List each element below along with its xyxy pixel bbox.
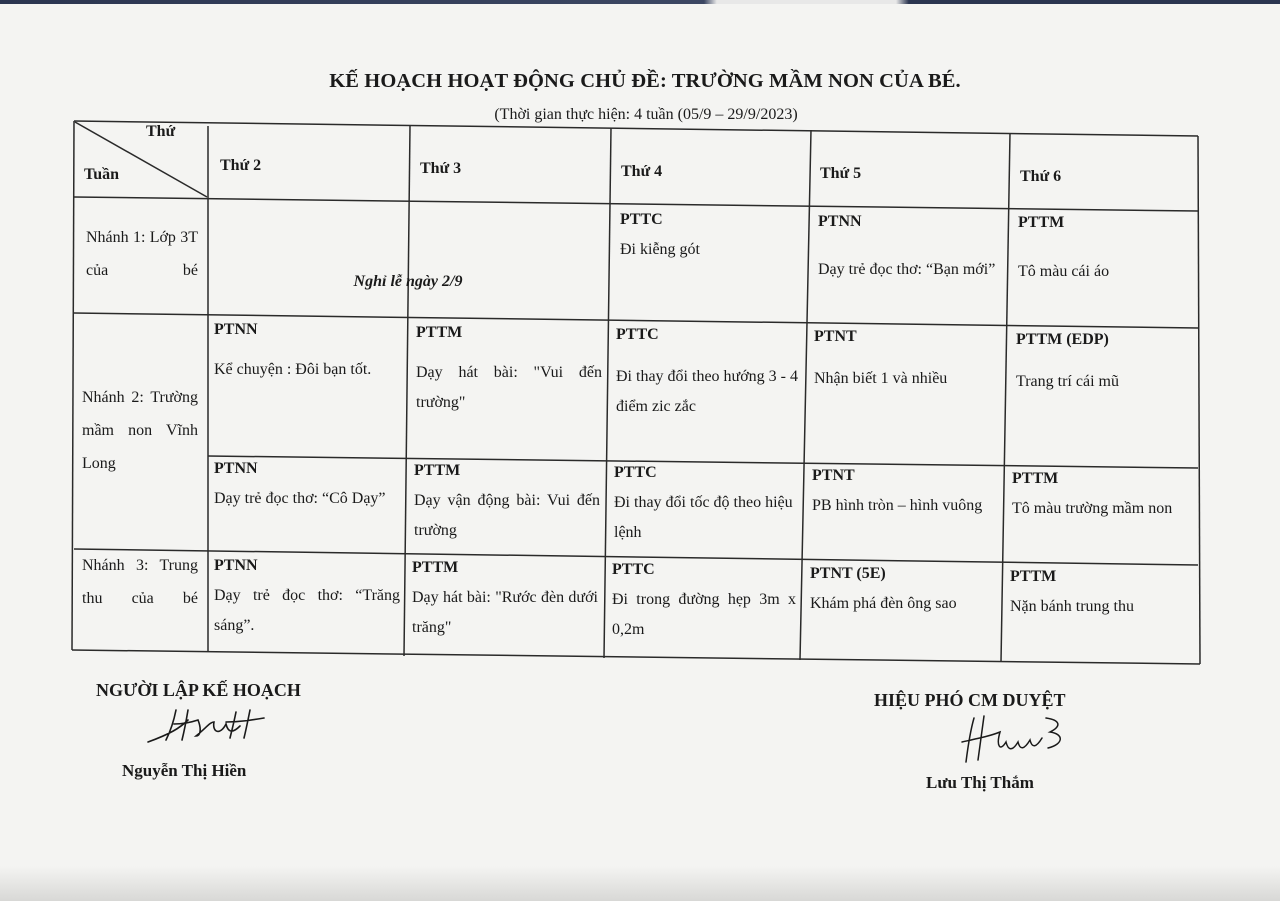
activity-text: Dạy trẻ đọc thơ: “Bạn mới”: [818, 261, 996, 278]
activity-code: PTTM: [416, 324, 463, 341]
activity-code: PTTM: [412, 559, 459, 576]
activity-code: PTNN: [818, 213, 862, 230]
document-subtitle: (Thời gian thực hiện: 4 tuần (05/9 – 29/9/2023): [494, 106, 798, 123]
activity-text: Đi trong đường hẹp 3m x 0,2m: [612, 591, 796, 638]
activity-code: PTNT: [814, 328, 857, 345]
activity-cell: [1010, 562, 1194, 622]
day-header-thu: Thứ 5: [820, 165, 862, 182]
activity-code: PTTM: [414, 462, 461, 479]
activity-cell: [614, 458, 798, 548]
activity-code: PTTC: [620, 211, 663, 228]
activity-cell: [1018, 208, 1196, 287]
activity-text: Kể chuyện : Đôi bạn tốt.: [214, 361, 372, 378]
day-header-mon: Thứ 2: [220, 157, 262, 174]
activity-text: Khám phá đèn ông sao: [810, 595, 957, 612]
activity-code: PTTM: [1010, 568, 1057, 585]
activity-cell: [812, 461, 996, 521]
activity-cell: [1016, 325, 1196, 397]
activity-code: PTNN: [214, 321, 258, 338]
planner-name: Nguyễn Thị Hiền: [122, 761, 247, 780]
branch-label: Nhánh 2: Trường mầm non Vĩnh Long: [82, 389, 198, 472]
activity-cell: [814, 322, 1000, 394]
activity-cell: [412, 553, 598, 643]
activity-text: Tô màu cái áo: [1018, 263, 1110, 280]
activity-text: Dạy trẻ đọc thơ: “Cô Dạy”: [214, 490, 386, 507]
activity-code: PTNT (5E): [810, 565, 886, 582]
activity-text: Trang trí cái mũ: [1016, 373, 1119, 390]
activity-cell: [1012, 464, 1194, 524]
activity-code: PTNN: [214, 460, 258, 477]
planner-role: NGƯỜI LẬP KẾ HOẠCH: [96, 680, 301, 700]
activity-cell: [214, 315, 404, 385]
holiday-note: Nghỉ lễ ngày 2/9: [353, 273, 463, 290]
activity-text: PB hình tròn – hình vuông: [812, 497, 983, 514]
activity-cell: [620, 205, 802, 265]
activity-code: PTTC: [616, 326, 659, 343]
activity-cell: [414, 456, 600, 546]
approver-role: HIỆU PHÓ CM DUYỆT: [874, 690, 1066, 710]
activity-cell: [214, 551, 400, 641]
activity-text: Dạy hát bài: "Rước đèn dưới trăng": [412, 589, 598, 636]
activity-code: PTNN: [214, 557, 258, 574]
activity-cell: [616, 320, 800, 422]
activity-code: PTTM: [1018, 214, 1065, 231]
activity-text: Đi thay đổi tốc độ theo hiệu lệnh: [614, 494, 793, 541]
day-header-tue: Thứ 3: [420, 160, 462, 177]
activity-code: PTNT: [812, 467, 855, 484]
activity-cell: [416, 318, 602, 418]
planner-signature: [140, 702, 280, 748]
activity-text: Dạy vận động bài: Vui đến trường: [414, 492, 600, 539]
branch-label: Nhánh 3: Trung thu của bé: [82, 557, 198, 607]
activity-text: Nhận biết 1 và nhiều: [814, 370, 948, 387]
activity-code: PTTC: [612, 561, 655, 578]
activity-cell: [612, 555, 796, 645]
activity-code: PTTM (EDP): [1016, 331, 1109, 348]
document-title: KẾ HOẠCH HOẠT ĐỘNG CHỦ ĐỀ: TRƯỜNG MẦM NON CỦA BÉ.: [329, 70, 961, 92]
day-header-fri: Thứ 6: [1020, 168, 1062, 185]
activity-text: Đi kiễng gót: [620, 241, 700, 258]
scan-bottom-edge: [0, 866, 1280, 901]
activity-text: Dạy trẻ đọc thơ: “Trăng sáng”.: [214, 587, 400, 634]
corner-header-day: Thứ: [146, 123, 176, 140]
corner-header-week: Tuần: [84, 166, 119, 183]
activity-cell: [214, 454, 400, 514]
activity-text: Dạy hát bài: "Vui đến trường": [416, 364, 602, 411]
activity-cell: [818, 207, 1002, 285]
activity-code: PTTC: [614, 464, 657, 481]
activity-text: Đi thay đổi theo hướng 3 - 4 điểm zic zắc: [616, 368, 798, 415]
activity-cell: [810, 559, 996, 619]
activity-code: PTTM: [1012, 470, 1059, 487]
day-header-wed: Thứ 4: [621, 163, 663, 180]
branch-label: Nhánh 1: Lớp 3T của bé: [86, 229, 198, 279]
activity-text: Nặn bánh trung thu: [1010, 598, 1134, 615]
approver-name: Lưu Thị Thắm: [926, 773, 1034, 792]
activity-text: Tô màu trường mầm non: [1012, 500, 1173, 517]
approver-signature: [960, 712, 1070, 770]
